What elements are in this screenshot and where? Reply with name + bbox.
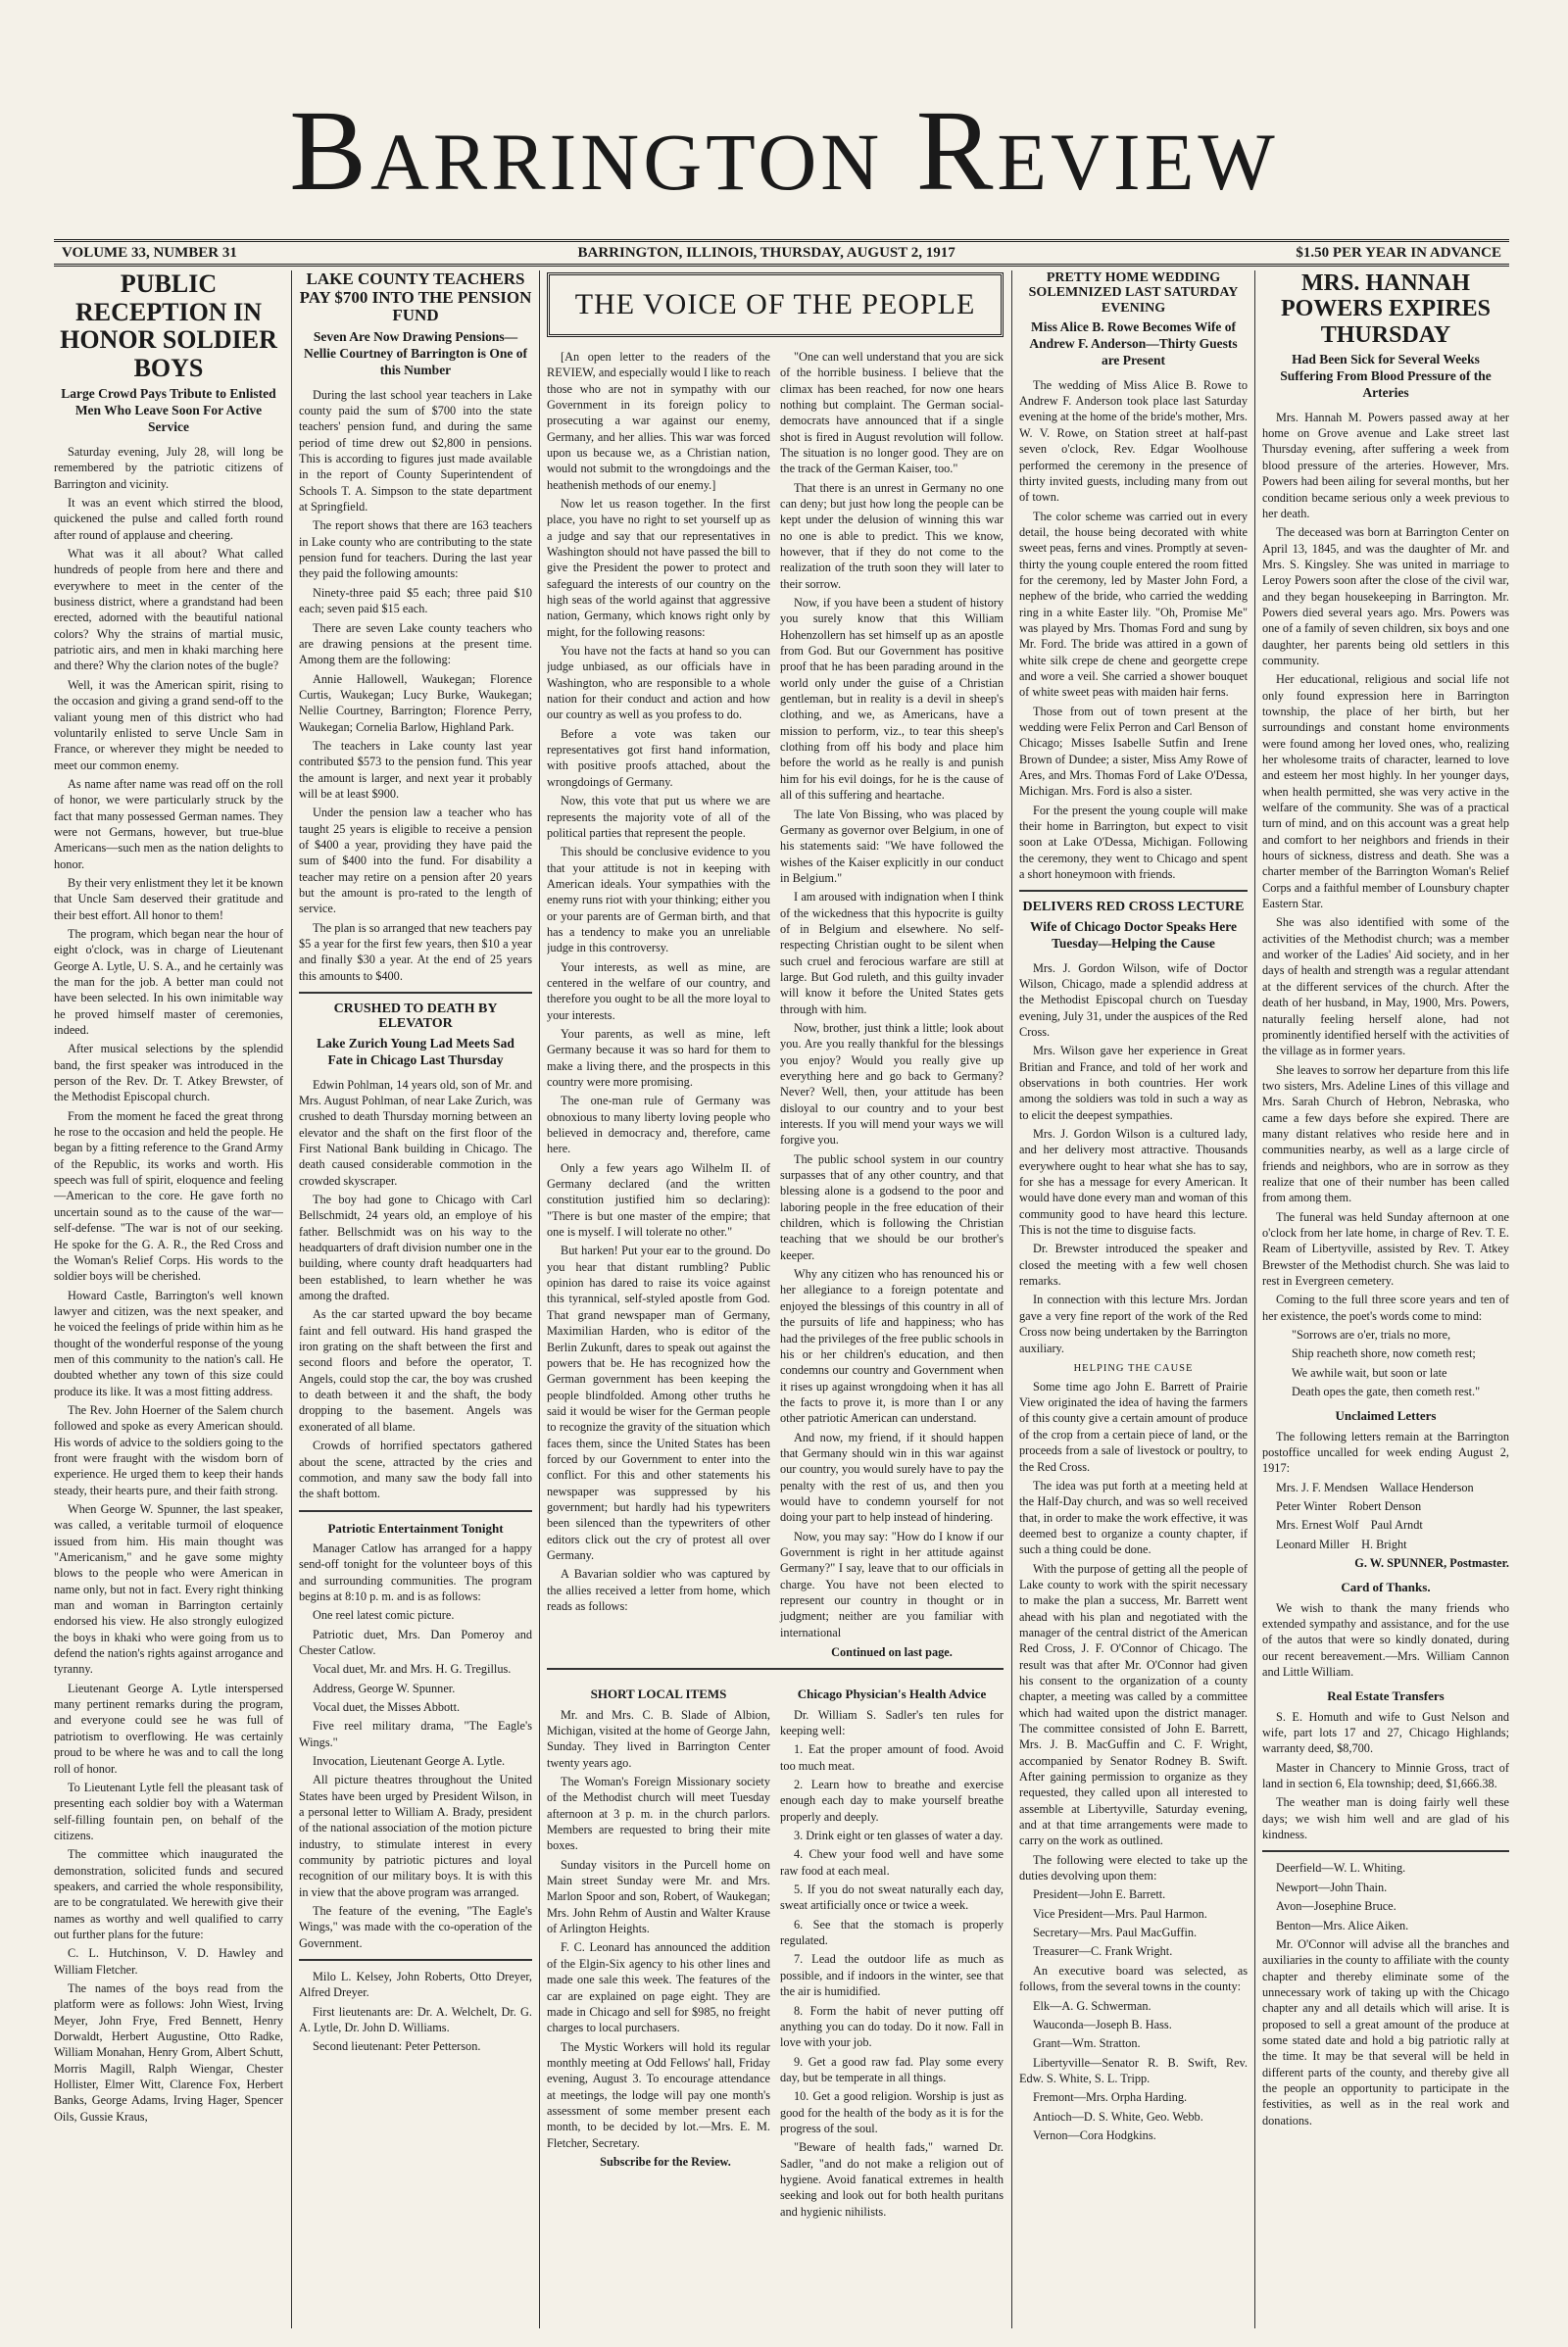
local-item: The Woman's Foreign Missionary society of the Methodist church will meet Tuesday afternoon at 3 p. m. in the church parlors. Members are requested to bring their mite boxes.: [547, 1775, 770, 1853]
column-5: [1262, 270, 1509, 2328]
headline-health-advice: Chicago Physician's Health Advice: [797, 1687, 987, 1702]
article-paragraph: Now let us reason together. In the first place, you have no right to set yourself up as a judge and say that our representatives in Washington should not have passed the bill to give the President the power to protect and safeguard the interests of our country on the high seas of the world against that aggressive nation, Germany, which knows right only by might, for the following reasons:: [547, 496, 770, 639]
column-1: [54, 270, 283, 2328]
column-rule: [539, 270, 540, 2328]
article-paragraph: Now, you may say: "How do I know if our Government is right in her attitude against Germany?" I say, leave that to our officials in charge. You have not been elected to represent our country in thought or in judgment; neither are you familiar with international: [780, 1529, 1004, 1639]
column-rule: [1254, 270, 1255, 2328]
health-rule: 3. Drink eight or ten glasses of water a day.: [794, 1829, 1004, 1843]
article-paragraph: By their very enlistment they let it be known that Uncle Sam deserved their gratitude and their best effort. All honor to them!: [54, 875, 283, 922]
article-paragraph: Vocal duet, Mr. and Mrs. H. G. Tregillus.: [313, 1662, 512, 1677]
article-paragraph: Mrs. J. Gordon Wilson is a cultured lady, and her delivery most attractive. Thousands everywhere ought to hear what she has to say, for she has a message for every American. It would have done every man and woman of this community good to have heard this lecture. This is not the time to disguise facts.: [1019, 1127, 1248, 1238]
article-paragraph: The Rev. John Hoerner of the Salem church followed and spoke as every American should. His words of advice to the soldiers going to the front were fraught with the wisdom born of experience. He urged them to keep their hands steady, their hearts pure, and their faith strong.: [54, 1402, 283, 1497]
headline-entertainment: Patriotic Entertainment Tonight: [327, 1520, 504, 1536]
article-paragraph: She leaves to sorrow her departure from this life two sisters, Mrs. Adeline Lines of this village and Mrs. Sarah Church of Hebron, Nebraska, who came a few days before she expired. There are many distant relatives who reside here and in communities nearby, as well as a large circle of friends and neighbors, who are in sorrow as they realize that one of their number has been called from among them.: [1262, 1062, 1509, 1205]
article-paragraph: Well, it was the American spirit, rising to the occasion and giving a grand send-off to the valiant young men of this district who had voluntarily enlisted to serve Uncle Sam in France, or wherever they might be needed to meet our common enemy.: [54, 677, 283, 772]
article-paragraph: The program, which began near the hour of eight o'clock, was in charge of Lieutenant George A. Lytle, U. S. A., and he certainly was the man for the job. A better man could not have been selected. In his own inimitable way he proved himself master of ceremonies, indeed.: [54, 926, 283, 1038]
article-paragraph: Dr. Brewster introduced the speaker and closed the meeting with a few well chosen remarks.: [1019, 1242, 1248, 1289]
article-paragraph: As the car started upward the boy became faint and fell outward. His hand grasped the iron grating on the shaft between the first and second floors and before the operator, T. Angels, could stop the car, the boy was crushed to death between it and the shaft, the body dropping to the basement. Angels was exonerated of all blame.: [299, 1307, 532, 1434]
continued-notice: Continued on last page.: [831, 1645, 953, 1660]
article-paragraph: From the moment he faced the great throng he rose to the occasion and held the people. He began by a fitting reference to the Grand Army of the Republic, its works and worth. His speech was full of spirit, eloquence and feeling—American to the core. He gave forth no uncertain sound as to the cause of the war—self-defense. "The war is not of our seeking. He spoke for the G. A. R., the Red Cross and the Woman's Relief Corps. His words to the soldier boys will be cherished.: [54, 1108, 283, 1284]
headline-real-estate: Real Estate Transfers: [1327, 1688, 1445, 1704]
section-divider: [299, 992, 532, 994]
article-paragraph: Only a few years ago Wilhelm II. of Germany declared (and the written constitution justified him so declaring): "There is but one master of the empire; that one is myself. I will tolerate no other.": [547, 1160, 770, 1240]
article-paragraph: Your interests, as well as mine, are centered in the welfare of our country, and therefore you ought to be all the more loyal to your interests.: [547, 959, 770, 1022]
article-paragraph: Now, this vote that put us where we are represents the majority vote of all of the political parties that represent the people.: [547, 794, 770, 840]
letter-names: Mrs. J. F. Mendsen Wallace Henderson: [1276, 1480, 1474, 1494]
article-paragraph: Vocal duet, the Misses Abbott.: [313, 1699, 461, 1714]
poem-line: Death opes the gate, then cometh rest.": [1292, 1385, 1481, 1399]
article-paragraph: We wish to thank the many friends who extended sympathy and assistance, and for the use of the autos that were so kindly donated, during our recent bereavement.—Mrs. William Cannon and Little William.: [1262, 1600, 1509, 1680]
article-paragraph: That there is an unrest in Germany no one can deny; but just how long the people can be kept under the delusion of winning this war no one is able to predict. This we know, however, that if they do not come to the realization of the truth soon they will later to their sorrow.: [780, 480, 1004, 591]
voice-article-body: [547, 349, 1004, 1661]
article-paragraph: This should be conclusive evidence to you that your attitude is not in keeping with American ideals. Your sympathies with the enemy runs riot with your thinking; either you or your parents are of German birth, and that has a tendency to make you an unreliable judge in this controversy.: [547, 845, 770, 955]
voice-left-column: [547, 349, 770, 1661]
article-paragraph: The public school system in our country surpasses that of any other country, and that blessing alone is a godsend to the poor and laboring people in the free education of their children, which is following the Christian teaching that we should be our brother's keeper.: [780, 1151, 1004, 1262]
board-member: Deerfield—W. L. Whiting.: [1276, 1861, 1406, 1876]
dek-elevator: Lake Zurich Young Lad Meets Sad Fate in Chicago Last Thursday: [317, 1035, 514, 1067]
article-paragraph: Master in Chancery to Minnie Gross, tract of land in section 6, Ela township; deed, $1,666.38.: [1262, 1760, 1509, 1791]
article-paragraph: Second lieutenant: Peter Petterson.: [313, 2039, 481, 2054]
column-rule: [1011, 270, 1012, 2328]
officer-line: President—John E. Barrett.: [1033, 1887, 1166, 1902]
article-paragraph: The funeral was held Sunday afternoon at one o'clock from her late home, in charge of Rev. T. E. Ream of Libertyville, assisted by Rev. T. Atkey Brewster of the Methodist church. She was laid to rest in Evergreen cemetery.: [1262, 1209, 1509, 1289]
article-paragraph: I am aroused with indignation when I think of the wickedness that this hypocrite is guilty of in Belgium and elsewhere. No self-respecting Christian ought to be silent when such cruel and ferocious warfare are still at large. But God ruleth, and this guilty invader will know it before the United States gets through with him.: [780, 890, 1004, 1016]
article-paragraph: You have not the facts at hand so you can judge unbiased, as our officials have in Washington, who are responsible to a whole nation for their conduct and action and how our country as well as you profess to do.: [547, 644, 770, 722]
headline-teachers: LAKE COUNTY TEACHERS PAY $700 INTO THE PENSION FUND: [299, 270, 532, 325]
local-item: Sunday visitors in the Purcell home on Main street Sunday were Mr. and Mrs. Marlon Spoor and son, Robert, of Waukegan; Mrs. John Rehm of Austin and Walter Krause of Arlington Heights.: [547, 1857, 770, 1936]
article-paragraph: Coming to the full three score years and ten of her existence, the poet's words come to mind:: [1262, 1293, 1509, 1323]
article-paragraph: With the purpose of getting all the people of Lake county to work with the spirit necessary to make the plan a success, Mr. Barrett went ahead with his plan and negotiated with the manager of the central district of the American Red Cross, J. F. O'Connor of Chicago. The result was that after Mr. O'Connor had given his consent to the organization of a county chapter, a meeting was called by a committee which had waited upon the district manager. The committee consisted of John E. Barrett, Mrs. J. B. MacGuffin and C. F. Wright, accompanied by Senator Rodney B. Swift. After gaining permission to organize as they requested, they called upon all interested to assemble at Libertyville, Saturday evening, and at that time arrangements were made to carry on the work as outlined.: [1019, 1561, 1248, 1848]
health-rule: 10. Get a good religion. Worship is just as good for the health of the body as it is for the progress of the soul.: [780, 2089, 1004, 2135]
letter-names: Leonard Miller H. Bright: [1276, 1537, 1407, 1551]
article-paragraph: And now, my friend, if it should happen that Germany should win in this war against our country, you would surely have to pay the penalty with the rest of us, and then you would have to condemn yourself for not doing your part to help instead of hindering.: [780, 1430, 1004, 1525]
health-rule: 5. If you do not sweat naturally each day, sweat artificially once or twice a week.: [780, 1882, 1004, 1913]
voice-right-column: [780, 349, 1004, 1661]
article-paragraph: Dr. William S. Sadler's ten rules for keeping well:: [780, 1707, 1004, 1738]
article-paragraph: The boy had gone to Chicago with Carl Bellschmidt, 24 years old, an employe of his father. Bellschmidt was on his way to the headquarters of draft division number one in the building, where county draft headquarters had been established, to learn whether he was among the drafted.: [299, 1193, 532, 1303]
article-paragraph: A Bavarian soldier who was captured by the allies received a letter from home, which reads as follows:: [547, 1567, 770, 1614]
article-paragraph: Patriotic duet, Mrs. Dan Pomeroy and Chester Catlow.: [299, 1627, 532, 1657]
postmaster-signature: G. W. SPUNNER, Postmaster.: [1354, 1556, 1509, 1571]
article-paragraph: She was also identified with some of the activities of the Methodist church; was a member and worker of the Ladies' Aid society, and in her days of health and strength was a regular attendant at the different services of the church. After the death of her husband, in May, 1900, Mrs. Powers, naturally feeling herself alone, had not prominently identified herself with the activities of the village as in former years.: [1262, 915, 1509, 1058]
health-advice: [780, 1678, 1004, 2223]
article-paragraph: The deceased was born at Barrington Center on April 13, 1845, and was the daughter of Mr. and Mrs. S. Kingsley. She was united in marriage to Leroy Powers soon after the close of the civil war, and they began housekeeping in Barrington. Mr. Powers died several years ago. Mrs. Powers was one of a family of seven children, six boys and one daughter, her parents being old settlers in this community.: [1262, 525, 1509, 667]
local-item: The Mystic Workers will hold its regular monthly meeting at Odd Fellows' hall, Friday evening, August 3. To encourage attendance at meetings, the lodge will pay one month's assessment of some member present each month, to be decided by lot.—Mrs. E. M. Fletcher, Secretary.: [547, 2039, 770, 2150]
article-paragraph: Manager Catlow has arranged for a happy send-off tonight for the volunteer boys of this and surrounding communities. The program begins at 8:10 p. m. and is as follows:: [299, 1540, 532, 1603]
dek-obituary: Had Been Sick for Several Weeks Suffering From Blood Pressure of the Arteries: [1280, 352, 1492, 400]
volume-number: VOLUME 33, NUMBER 31: [62, 244, 237, 261]
headline-obituary: MRS. HANNAH POWERS EXPIRES THURSDAY: [1280, 270, 1492, 348]
board-member: Antioch—D. S. White, Geo. Webb.: [1033, 2109, 1203, 2124]
article-paragraph: There are seven Lake county teachers who are drawing pensions at the present time. Among them are the following:: [299, 620, 532, 667]
section-divider: [299, 1510, 532, 1512]
article-paragraph: When George W. Spunner, the last speaker, was called, a veritable turmoil of eloquence issued from him. His main thought was "Americanism," and he gave some mighty blows to the people who were American in name only, but not in fact. Every right thinking man and woman in Barrington certainly endorsed his view. He also strongly eulogized the boys in khaki who were going from us to defend the nation's rights against arrogance and tyranny.: [54, 1502, 283, 1677]
article-paragraph: The report shows that there are 163 teachers in Lake county who are contributing to the state pension fund for teachers. During the last year they paid the following amounts:: [299, 518, 532, 581]
article-paragraph: As name after name was read off on the roll of honor, we were particularly struck by the fact that many possessed German names. They were not Germans, however, but true-blue Americans—such men as the nation delights to honor.: [54, 776, 283, 871]
article-paragraph: Lieutenant George A. Lytle interspersed many pertinent remarks during the program, and everyone could see he was full of patriotism to overflowing. He was certainly proud to be where he was and to call the long roll of honor.: [54, 1681, 283, 1776]
health-rule: 7. Lead the outdoor life as much as possible, and if indoors in the winter, see that the air is humidified.: [780, 1952, 1004, 1999]
masthead-title: Barrington Review: [289, 86, 1279, 215]
article-paragraph: But harken! Put your ear to the ground. Do you hear that distant rumbling? Public opinion has dared to raise its voice against this tyrannical, self-styled apostle from God. That grand newspaper man of Germany, Maximilian Harden, who is editor of the Berlin Zukunft, dares to speak out against the powers that be. He has recognized how the German government has been keeping the people blindfolded. Among other truths he said it would be wiser for the German people to recognize the gravity of the situation which faces them, since the United States has been forced by our Government to enter into the conflict. For this and other statements his newspaper was suppressed by his government; but hardly had his typewriters been silenced than the typewriters of other editors click out the cry of protest all over Germany.: [547, 1244, 770, 1562]
health-rule: 6. See that the stomach is properly regulated.: [780, 1917, 1004, 1948]
headline-card-of-thanks: Card of Thanks.: [1341, 1580, 1431, 1595]
article-paragraph: Ninety-three paid $5 each; three paid $10 each; seven paid $15 each.: [299, 585, 532, 616]
article-paragraph: The names of the boys read from the platform were as follows: John Wiest, Irving Meyer, John Frye, Fred Bennett, Henry Dorwaldt, Herbert Augustine, Otto Radke, William Monahan, Henry Grom, Albert Schutt, Morris Magill, Ralph Wiengar, Chester Hollister, Elmer Witt, Clarence Fox, Herbert Banks, George Adams, Irving Hager, Spencer Oils, Gussie Kraus,: [54, 1980, 283, 2124]
lower-section: [547, 1678, 1004, 2223]
article-paragraph: Saturday evening, July 28, will long be remembered by the patriotic citizens of Barrington and vicinity.: [54, 445, 283, 491]
headline-unclaimed-letters: Unclaimed Letters: [1335, 1408, 1437, 1424]
headline-elevator: CRUSHED TO DEATH BY ELEVATOR: [333, 1002, 498, 1032]
short-local-items: [547, 1678, 770, 2223]
article-paragraph: It was an event which stirred the blood, quickened the pulse and called forth round after round of applause and cheering.: [54, 496, 283, 542]
board-member: Newport—John Thain.: [1276, 1880, 1388, 1894]
article-paragraph: Your parents, as well as mine, left Germany because it was so hard for them to make a living there, and the prospects in this country were more promising.: [547, 1026, 770, 1090]
article-paragraph: Before a vote was taken our representatives got first hand information, with positive proofs attached, about the wrongdoings of Germany.: [547, 726, 770, 789]
article-paragraph: Some time ago John E. Barrett of Prairie View originated the idea of having the farmers of this county give a certain amount of produce of the crop from a certain piece of land, or the proceeds from a sale of livestock or poultry, to the Red Cross.: [1019, 1379, 1248, 1474]
article-paragraph: Milo L. Kelsey, John Roberts, Otto Dreyer, Alfred Dreyer.: [299, 1970, 532, 2000]
place-date: BARRINGTON, ILLINOIS, THURSDAY, AUGUST 2, 1917: [577, 244, 956, 261]
article-paragraph: Mrs. J. Gordon Wilson, wife of Doctor Wilson, Chicago, made a splendid address at the Methodist Episcopal church on Tuesday evening, July 31, under the auspices of the Red Cross.: [1019, 960, 1248, 1039]
board-member: Libertyville—Senator R. B. Swift, Rev. Edw. S. White, S. L. Tripp.: [1019, 2055, 1248, 2085]
article-paragraph: Now, if you have been a student of history you surely know that this William Hohenzollern has set himself up as an apostle from God. But our Government has positive proof that he has been parading around in the world only under the guise of a Christian gentleman, but in reality is a devil in sheep's clothing, and we, as Americans, have a mission to perform, viz., to tear this sheep's clothing from off his body and place him before the world as he really is and punish him for his evil doings, for he is the cause of all of this suffering and heartache.: [780, 596, 1004, 803]
headline-voice-of-the-people: THE VOICE OF THE PEOPLE: [547, 272, 1004, 337]
section-divider: [1262, 1850, 1509, 1852]
officer-line: Treasurer—C. Frank Wright.: [1033, 1944, 1173, 1959]
headline-wedding: PRETTY HOME WEDDING SOLEMNIZED LAST SATURDAY EVENING: [1028, 270, 1239, 316]
board-member: Fremont—Mrs. Orpha Harding.: [1033, 2090, 1188, 2105]
article-paragraph: Annie Hallowell, Waukegan; Florence Curtis, Waukegan; Lucy Burke, Waukegan; Nellie Courtney, Barrington; Florence Perry, Waukegan; Cornelia Barlow, Highland Park.: [299, 671, 532, 734]
local-item: Mr. and Mrs. C. B. Slade of Albion, Michigan, visited at the home of George Jahn, Sunday. They lived in Barrington Center twenty years ago.: [547, 1707, 770, 1770]
article-paragraph: To Lieutenant Lytle fell the pleasant task of presenting each soldier boy with a Waterman self-filling fountain pen, on behalf of the citizens.: [54, 1780, 283, 1842]
article-paragraph: One reel latest comic picture.: [313, 1608, 455, 1623]
article-paragraph: The following were elected to take up the duties devolving upon them:: [1019, 1852, 1248, 1883]
article-paragraph: Why any citizen who has renounced his or her allegiance to a foreign potentate and enjoyed the blessings of this country in all of the pursuits of life and happiness; who has had the privileges of the free public schools in his or her children's education, and then condemns our country and Government when it rises up against wrongdoing when it has all the facts to prove it, is more than I or any other patriotic American can understand.: [780, 1267, 1004, 1426]
article-paragraph: Now, brother, just think a little; look about you. Are you really thankful for the blessings you enjoy? Would you really give up everything here and go back to Germany? Never? Well, then, your attitude has been disloyal to our country and to your best interests. If you will mend your ways we will forgive you.: [780, 1020, 1004, 1148]
article-paragraph: The feature of the evening, "The Eagle's Wings," was made with the co-operation of the Government.: [299, 1904, 532, 1950]
board-member: Elk—A. G. Schwerman.: [1033, 1998, 1152, 2013]
article-paragraph: "One can well understand that you are sick of the horrible business. I believe that the climax has been reached, for now one hears nothing but complaint. The German social-democrats have announced that if a single shot is fired in August revolution will follow. The situation is no longer good. They are on the track of the German Kaiser, too.": [780, 349, 1004, 476]
article-paragraph: For the present the young couple will make their home in Barrington, but expect to visit soon at Lake O'Dessa, Michigan. Following the ceremony, they went to Chicago and spent a short honeymoon with friends.: [1019, 803, 1248, 882]
article-paragraph: Under the pension law a teacher who has taught 25 years is eligible to receive a pension of $400 a year, providing they have paid the sum of $400 into the fund. For disability a teacher may retire on a pension after 20 years but the amount is pro-rated to the length of service.: [299, 806, 532, 916]
board-member: Benton—Mrs. Alice Aiken.: [1276, 1918, 1409, 1932]
article-paragraph: In connection with this lecture Mrs. Jordan gave a very fine report of the work of the Red Cross now being undertaken by the Barrington auxiliary.: [1019, 1293, 1248, 1355]
article-paragraph: What was it all about? What called hundreds of people from here and there and everywhere to meet in the center of the business district, where a grandstand had been erected, adorned with the beautiful national colors? Why the strains of martial music, patriotic airs, and men in khaki marching here and there? Why the clarion notes of the bugle?: [54, 547, 283, 673]
article-paragraph: Those from out of town present at the wedding were Felix Perron and Carl Benson of Chicago; Misses Isabelle Sutfin and Irene Brown of Dundee; a sister, Miss Amy Rowe of Ares, and Mrs. Thomas Ford of Lake O'Dessa, Michigan. Mrs. Ford is also a sister.: [1019, 704, 1248, 799]
article-paragraph: The weather man is doing fairly well these days; we wish him well and are glad of his kindness.: [1262, 1795, 1509, 1842]
article-paragraph: During the last school year teachers in Lake county paid the sum of $700 into the state teachers' pension fund, and during the same period of time drew out $2,800 in pensions. This is according to figures just made available in the report of County Superintendent of Schools T. A. Simpson to the state department at Springfield.: [299, 387, 532, 514]
article-paragraph: [An open letter to the readers of the REVIEW, and especially would I like to reach those who are not in sympathy with our Government in its foreign policy to prosecuting a war against our enemy, Germany, and her allies. This war was forced upon us because we, as a Christian nation, would not submit to the wrongdoings and the heathenish methods of our enemy.]: [547, 349, 770, 492]
headline-red-cross: DELIVERS RED CROSS LECTURE: [1022, 900, 1245, 915]
subscription-price: $1.50 PER YEAR IN ADVANCE: [1296, 244, 1501, 261]
headline-reception: PUBLIC RECEPTION IN HONOR SOLDIER BOYS: [60, 270, 277, 382]
board-member: Wauconda—Joseph B. Hass.: [1033, 2017, 1172, 2031]
article-paragraph: After musical selections by the splendid band, the first speaker was introduced in the person of the Rev. Dr. T. Atkey Brewster, of the Methodist Episcopal church.: [54, 1042, 283, 1104]
section-divider: [547, 1668, 1004, 1670]
article-paragraph: Mrs. Hannah M. Powers passed away at her home on Grove avenue and Lake street last Thursday evening, after suffering a week from blood pressure of the arteries. However, Mrs. Powers had been ailing for several months, but her condition became serious only a week previous to her death.: [1262, 410, 1509, 520]
column-rule: [291, 270, 292, 2328]
officer-line: Secretary—Mrs. Paul MacGuffin.: [1033, 1926, 1198, 1940]
dek-reception: Large Crowd Pays Tribute to Enlisted Men Who Leave Soon For Active Service: [61, 386, 276, 435]
column-2: [299, 270, 532, 2328]
subhead-helping-the-cause: HELPING THE CAUSE: [1073, 1362, 1194, 1374]
officer-line: Vice President—Mrs. Paul Harmon.: [1033, 1906, 1207, 1921]
poem-line: We awhile wait, but soon or late: [1292, 1365, 1447, 1380]
board-member: Grant—Wm. Stratton.: [1033, 2036, 1141, 2051]
dateline-bar: [54, 239, 1509, 267]
article-paragraph: The following letters remain at the Barrington postoffice uncalled for week ending August 2, 1917:: [1262, 1429, 1509, 1476]
article-paragraph: The plan is so arranged that new teachers pay $5 a year for the first few years, then $10 a year and finally $30 a year. At the end of 25 years this amounts to $400.: [299, 920, 532, 983]
article-paragraph: The late Von Bissing, who was placed by Germany as governor over Belgium, in one of his statements said: "We have followed the wishes of the Kaiser explicitly in our conduct in Belgium.": [780, 807, 1004, 885]
article-paragraph: Edwin Pohlman, 14 years old, son of Mr. and Mrs. August Pohlman, of near Lake Zurich, was crushed to death Thursday morning between an elevator and the shaft on the first floor of the First National Bank building in Chicago. The death caused considerable commotion in the crowded skyscraper.: [299, 1077, 532, 1188]
column-3: [547, 270, 1004, 2328]
letter-names: Mrs. Ernest Wolf Paul Arndt: [1276, 1518, 1423, 1533]
column-4: [1019, 270, 1248, 2328]
dek-wedding: Miss Alice B. Rowe Becomes Wife of Andrew F. Anderson—Thirty Guests are Present: [1029, 319, 1238, 367]
article-paragraph: The wedding of Miss Alice B. Rowe to Andrew F. Anderson took place last Saturday evening at the home of the bride's mother, Mrs. W. V. Rowe, on Station street at half-past seven o'clock, Rev. Edgar Woolhouse performed the ceremony in the presence of thirty invited guests, including many from out of town.: [1019, 377, 1248, 505]
article-paragraph: The color scheme was carried out in every detail, the house being decorated with white sweet peas, ferns and vines. Promptly at seven-thirty the young couple entered the room fitted for the ceremony, led by Master John Ford, a nephew of the bride, who carried the wedding ring in a white Easter lily. "Oh, Promise Me" was played by Mrs. Thomas Ford and sung by Mr. Ford. The bride was attired in a gown of white silk crepe de chene and georgette crepe and wore a veil. She carried a shower bouquet of white sweet peas with maiden hair ferns.: [1019, 509, 1248, 700]
section-divider: [1019, 890, 1248, 892]
section-divider: [299, 1959, 532, 1961]
article-paragraph: Invocation, Lieutenant George A. Lytle.: [313, 1753, 506, 1768]
article-paragraph: Address, George W. Spunner.: [313, 1681, 456, 1695]
article-paragraph: Mrs. Wilson gave her experience in Great Britian and France, and told of her work and observations in both countries. Her work among the soldiers was told in such a way as to elicit the deepest sympathies.: [1019, 1044, 1248, 1122]
article-paragraph: The committee which inaugurated the demonstration, solicited funds and secured speakers, and carried the whole responsibility, are to be congratulated. We herewith give their names as worthy and well qualified to carry out further plans for the future:: [54, 1847, 283, 1941]
article-paragraph: The teachers in Lake county last year contributed $573 to the pension fund. This year the amount is larger, and next year it probably will be at least $900.: [299, 738, 532, 801]
article-paragraph: The one-man rule of Germany was obnoxious to many liberty loving people who believed in democracy and, therefore, came here.: [547, 1094, 770, 1156]
article-paragraph: Five reel military drama, "The Eagle's Wings.": [299, 1719, 532, 1749]
local-item: F. C. Leonard has announced the addition of the Elgin-Six agency to his other lines and made one sale this week. The features of the car are explained on page eight. They are made in Chicago and sell for $985, no freight charges to local purchasers.: [547, 1940, 770, 2035]
dek-red-cross: Wife of Chicago Doctor Speaks Here Tuesday—Helping the Cause: [1029, 918, 1238, 951]
board-member: Avon—Josephine Bruce.: [1276, 1899, 1396, 1914]
headline-short-local-items: SHORT LOCAL ITEMS: [590, 1687, 727, 1702]
poem-line: Ship reacheth shore, now cometh rest;: [1292, 1346, 1476, 1361]
article-paragraph: Mr. O'Connor will advise all the branches and auxiliaries in the county to affiliate with the county chapter and thereby eliminate some of the unnecessary work of taking up with the Chicago chapter any and all details which will arise. It is proposed to sell a great amount of the produce at some stated date and hold a big patriotic rally at the time. It may be that several will be held in different parts of the county, and thereby give all the people an opportunity to participate in the festivities, as well as in the real work and donations.: [1262, 1936, 1509, 2127]
dek-teachers: Seven Are Now Drawing Pensions—Nellie Courtney of Barrington is One of this Number: [304, 329, 527, 377]
article-paragraph: S. E. Homuth and wife to Gust Nelson and wife, part lots 17 and 27, Chicago Highlands; warranty deed, $8,700.: [1262, 1709, 1509, 1756]
article-paragraph: Howard Castle, Barrington's well known lawyer and citizen, was the next speaker, and he voiced the feelings of pride within him as he thought of the wonderful response of the young men of this community to the nation's call. He doubted whether any town of this size could produce its like. It was a most fitting address.: [54, 1288, 283, 1398]
subscribe-notice: Subscribe for the Review.: [600, 2154, 731, 2169]
article-paragraph: All picture theatres throughout the United States have been urged by President Wilson, in a personal letter to William A. Brady, president of the national association of the motion picture industry, to stimulate interest in every community by patriotic pictures and loyal recognition of our military boys. It is with this in view that the above program was arranged.: [299, 1773, 532, 1899]
health-rule: 2. Learn how to breathe and exercise enough each day to make yourself breathe properly and deeply.: [780, 1778, 1004, 1824]
article-paragraph: The idea was put forth at a meeting held at the Half-Day church, and was so well received that, in order to make the work effective, it was deemed best to organize a county chapter, if such a thing could be done.: [1019, 1478, 1248, 1557]
article-paragraph: First lieutenants are: Dr. A. Welchelt, Dr. G. A. Lytle, Dr. John D. Williams.: [299, 2004, 532, 2035]
board-member: Vernon—Cora Hodgkins.: [1033, 2127, 1156, 2142]
health-rule: 8. Form the habit of never putting off anything you can do today. Do it now. Fall in love with your job.: [780, 2003, 1004, 2050]
poem-line: "Sorrows are o'er, trials no more,: [1292, 1328, 1451, 1343]
article-paragraph: "Beware of health fads," warned Dr. Sadler, "and do not make a religion out of hygiene. Avoid fanatical extremes in health seeking and look out for both health puritans and hygienic nihilists.: [780, 2140, 1004, 2219]
article-paragraph: An executive board was selected, as follows, from the several towns in the county:: [1019, 1963, 1248, 1994]
health-rule: 4. Chew your food well and have some raw food at each meal.: [780, 1847, 1004, 1878]
article-paragraph: C. L. Hutchinson, V. D. Hawley and William Fletcher.: [54, 1946, 283, 1977]
article-paragraph: Crowds of horrified spectators gathered about the scene, attracted by the cries and commotion, and many saw the body fall into the shaft bottom.: [299, 1439, 532, 1501]
health-rule: 1. Eat the proper amount of food. Avoid too much meat.: [780, 1742, 1004, 1773]
health-rule: 9. Get a good raw fad. Play some every day, but be temperate in all things.: [780, 2054, 1004, 2084]
letter-names: Peter Winter Robert Denson: [1276, 1499, 1422, 1514]
article-paragraph: Her educational, religious and social life not only found expression here in Barrington township, the place of her birth, but her surroundings and constant home environments were found among her loved ones, who, realizing her wholesome traits of character, learned to love and esteem her most highly. In her younger days, when health permitted, she was very active in the welfare of the community. She was of a practical turn of mind, and on this account was a great help and comfort to her neighbors and friends in their hours of sickness, distress and death. She was a charter member of the Barrington Woman's Relief Corps and a faithful member of Lounsbury chapter Eastern Star.: [1262, 672, 1509, 911]
